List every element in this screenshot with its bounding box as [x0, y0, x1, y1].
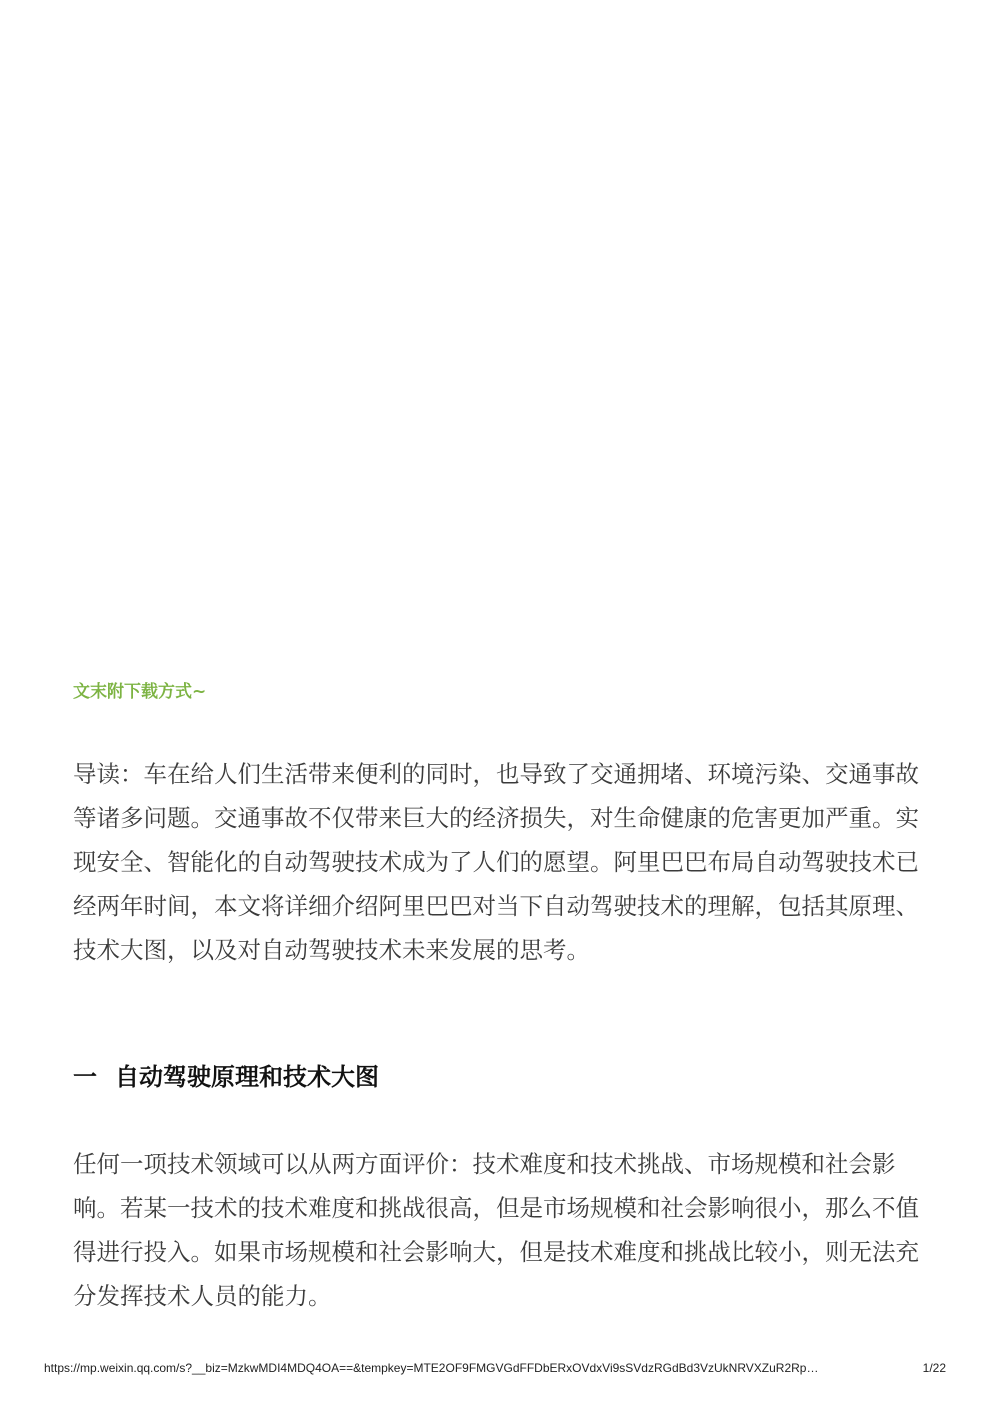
page-footer: [0, 1361, 992, 1381]
download-note: 文末附下载方式~: [73, 682, 207, 702]
section-number: 一: [73, 1063, 97, 1091]
footer-url: https://mp.weixin.qq.com/s?__biz=MzkwMDI4MDQ4OA==&tempkey=MTE2OF9FMGVGdFFDbERxOVdxVi9sSVdzRGdBd3VzUkNRVXZuR2Rp…: [44, 1361, 819, 1375]
section-heading: [73, 1060, 379, 1094]
section-title: 自动驾驶原理和技术大图: [115, 1063, 379, 1091]
body-paragraph: 任何一项技术领域可以从两方面评价：技术难度和技术挑战、市场规模和社会影响。若某一技术的技术难度和挑战很高，但是市场规模和社会影响很小，那么不值得进行投入。如果市场规模和社会影响大，但是技术难度和挑战比较小，则无法充分发挥技术人员的能力。: [73, 1150, 919, 1310]
page-number: 1/22: [922, 1361, 946, 1375]
lead-paragraph: 导读：车在给人们生活带来便利的同时，也导致了交通拥堵、环境污染、交通事故等诸多问题。交通事故不仅带来巨大的经济损失，对生命健康的危害更加严重。实现安全、智能化的自动驾驶技术成为了人们的愿望。阿里巴巴布局自动驾驶技术已经两年时间，本文将详细介绍阿里巴巴对当下自动驾驶技术的理解，包括其原理、技术大图，以及对自动驾驶技术未来发展的思考。: [73, 760, 919, 964]
image-placeholder-area: [0, 0, 992, 660]
